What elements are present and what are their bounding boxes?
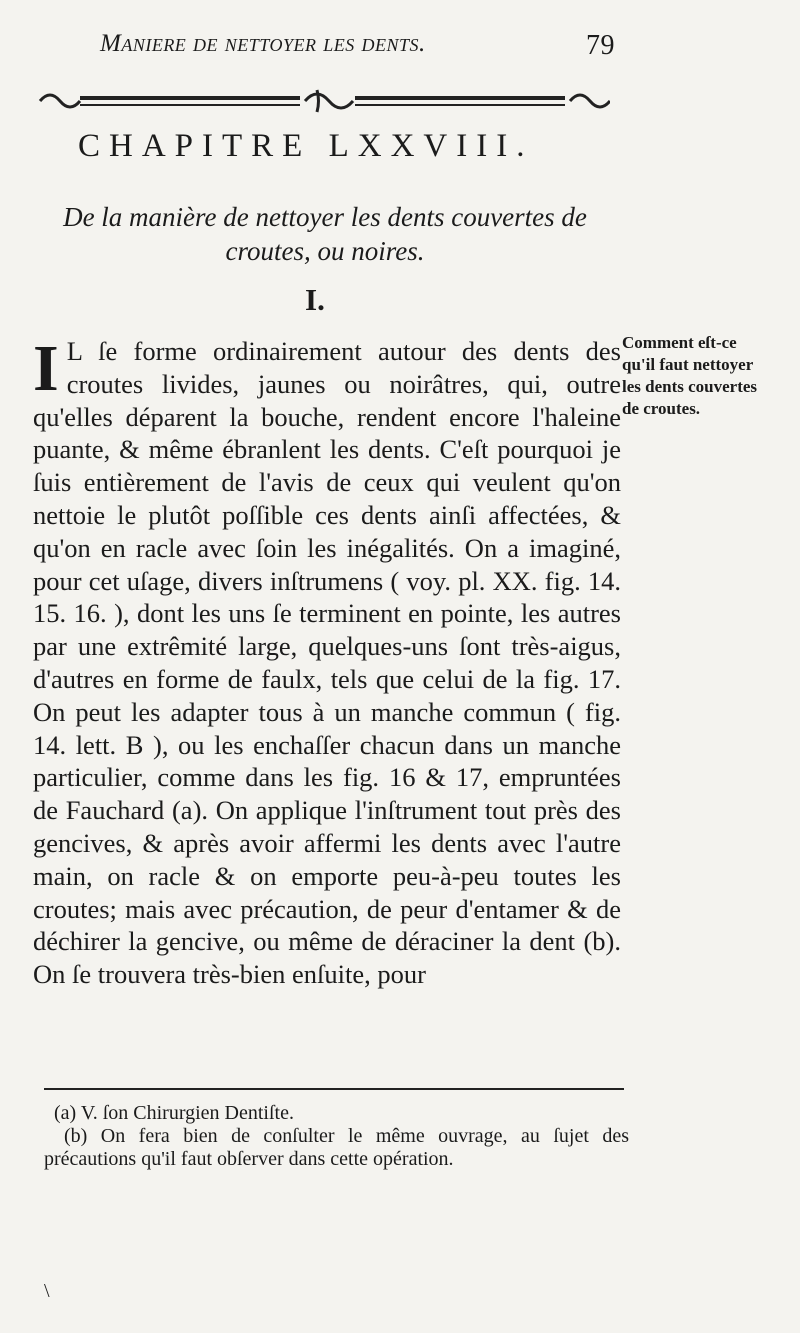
- running-head: [100, 30, 615, 61]
- margin-note: Comment eſt-ce qu'il faut nettoyer les dents couvertes de croutes.: [622, 333, 758, 418]
- section-number: I.: [305, 282, 325, 317]
- footnote-a: (a) V. ſon Chirurgien Dentiſte.: [54, 1102, 294, 1124]
- footnotes: [44, 1102, 629, 1171]
- drop-cap: I: [33, 332, 59, 405]
- page-number: 79: [586, 30, 615, 61]
- running-head-title: Maniere de nettoyer les dents.: [100, 30, 426, 57]
- ornamental-rule-icon: [30, 84, 610, 118]
- chapter-title: CHAPITRE LXXVIII.: [78, 128, 534, 164]
- chapter-subtitle: De la manière de nettoyer les dents couvertes de croutes, ou noires.: [63, 202, 587, 266]
- footnote-divider: [44, 1088, 624, 1090]
- body-paragraph: L ſe forme ordinairement autour des dents des croutes livides, jaunes ou noirâtres, qui, outre qu'elles déparent la bouche, rendent encore l'haleine puante, & même ébranlent les dents. C'eſt pourquoi je ſuis entièrement de l'avis de ceux qui veulent qu'on nettoie le plutôt poſſible ces dents ainſi affectées, & qu'on en racle avec ſoin les inégalités. On a imaginé, pour cet uſage, divers inſtrumens ( voy. pl. XX. fig. 14. 15. 16. ), dont les uns ſe terminent en pointe, les autres par une extrêmité large, quelques-uns ſont très-aigus, d'autres en forme de faulx, tels que celui de la fig. 17. On peut les adapter tous à un manche commun ( fig. 14. lett. B ), ou les enchaſſer chacun dans un manche particulier, comme dans les fig. 16 & 17, empruntées de Fauchard (a). On applique l'inſtrument tout près des gencives, & après avoir affermi les dents avec l'autre main, on racle & on emporte peu-à-peu toutes les croutes; mais avec précaution, de peur d'entamer & de déchirer la gencive, ou même de déraciner la dent (b). On ſe trouvera très-bien enſuite, pour: [33, 336, 621, 990]
- stray-mark: \: [44, 1280, 50, 1302]
- footnote-b: (b) On fera bien de conſulter le même ouvrage, au ſujet des précautions qu'il faut obſerver dans cette opération.: [44, 1125, 629, 1170]
- body-text: [33, 332, 621, 991]
